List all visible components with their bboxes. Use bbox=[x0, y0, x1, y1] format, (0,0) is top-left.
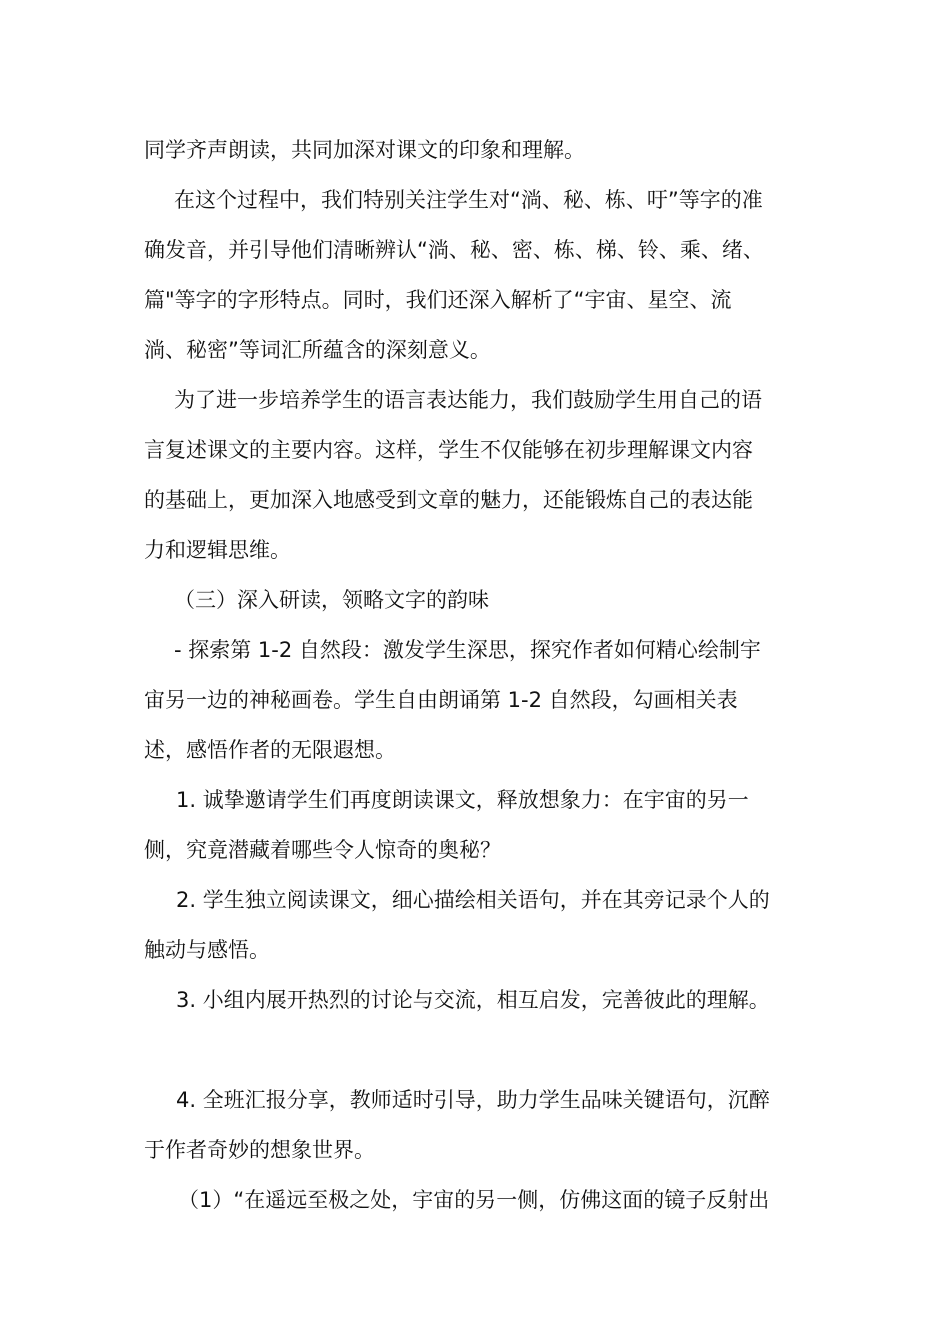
quote-line: （1）“在遥远至极之处，宇宙的另一侧，仿佛这面的镜子反射出 bbox=[178, 1188, 770, 1212]
text-line: 淌、秘密”等词汇所蕴含的深刻意义。 bbox=[144, 338, 491, 362]
text-line: 同学齐声朗读，共同加深对课文的印象和理解。 bbox=[144, 138, 585, 162]
text-line: 篇"等字的字形特点。同时，我们还深入解析了“宇宙、星空、流 bbox=[144, 288, 732, 312]
text-line: 的基础上，更加深入地感受到文章的魅力，还能锻炼自己的表达能 bbox=[144, 488, 753, 512]
list-item: 2. 学生独立阅读课文，细心描绘相关语句，并在其旁记录个人的 bbox=[176, 888, 770, 912]
list-item: 3. 小组内展开热烈的讨论与交流，相互启发，完善彼此的理解。 bbox=[176, 988, 770, 1012]
text-line: 言复述课文的主要内容。这样，学生不仅能够在初步理解课文内容 bbox=[144, 438, 753, 462]
text-line: 于作者奇妙的想象世界。 bbox=[144, 1138, 375, 1162]
text-line: 确发音，并引导他们清晰辨认“淌、秘、密、栋、梯、铃、乘、绪、 bbox=[144, 238, 764, 262]
list-item: 1. 诚挚邀请学生们再度朗读课文，释放想象力：在宇宙的另一 bbox=[176, 788, 749, 812]
text-line: 述，感悟作者的无限遐想。 bbox=[144, 738, 396, 762]
text-line: 力和逻辑思维。 bbox=[144, 538, 291, 562]
text-line: 侧，究竟潜藏着哪些令人惊奇的奥秘？ bbox=[144, 838, 501, 862]
text-line: 触动与感悟。 bbox=[144, 938, 270, 962]
list-item: 4. 全班汇报分享，教师适时引导，助力学生品味关键语句，沉醉 bbox=[176, 1088, 770, 1112]
paragraph-line: 在这个过程中，我们特别关注学生对“淌、秘、栋、吁”等字的准 bbox=[174, 188, 763, 212]
paragraph-line: - 探索第 1-2 自然段：激发学生深思，探究作者如何精心绘制宇 bbox=[174, 638, 761, 662]
section-heading: （三）深入研读，领略文字的韵味 bbox=[174, 588, 489, 612]
paragraph-line: 为了进一步培养学生的语言表达能力，我们鼓励学生用自己的语 bbox=[174, 388, 762, 412]
text-line: 宙另一边的神秘画卷。学生自由朗诵第 1-2 自然段，勾画相关表 bbox=[144, 688, 738, 712]
